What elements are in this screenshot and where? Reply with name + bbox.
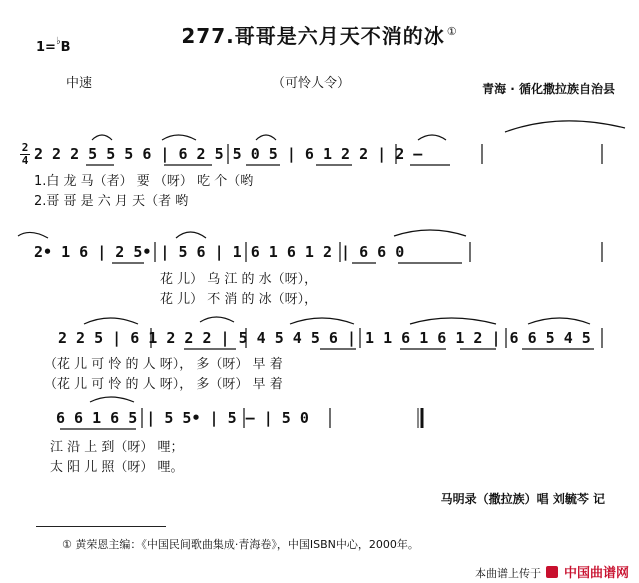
key-prefix: 1= xyxy=(36,40,56,55)
upload-notice xyxy=(475,562,629,581)
score-row-1-lyric-2: 2.哥 哥 是 六 月 天（者 哟 xyxy=(34,194,189,209)
performer-credit: 马明录（撒拉族）唱 刘毓芩 记 xyxy=(440,492,605,506)
site-brand-link[interactable]: 中国曲谱网 xyxy=(563,566,629,581)
region-label: 青海 · 循化撒拉族自治县 xyxy=(482,82,615,96)
score-row-1-notes: 2 2 2 5 5 5 6 | 6 2 5 5 0 5 | 6 1 2 2 | 2 — xyxy=(34,145,423,163)
score-row-2-notes: 2• 1 6 | 2 5• | 5 6 | 1 6 1 6 1 2 | 6 6 0 xyxy=(34,243,405,261)
score-row-4-lyric-1: 江 沿 上 到（呀） 哩； xyxy=(50,440,184,455)
tune-subtitle: （可怜人令） xyxy=(272,76,351,91)
score-row-2-lyric-2: 花 儿） 不 消 的 冰（呀）， xyxy=(160,292,318,307)
time-signature-bottom: 4 xyxy=(21,154,29,167)
score-row-4-lyric-2: 太 阳 儿 照（呀） 哩。 xyxy=(50,460,184,475)
flat-icon: ♭ xyxy=(55,36,61,47)
score-row-1-lyric-1: 1.白 龙 马（者） 要 （呀） 吃 个（哟 xyxy=(34,174,254,189)
score-row-3-lyric-1: （花 儿 可 怜 的 人 呀）， 多（呀） 早 着 xyxy=(44,357,283,372)
footnote-divider xyxy=(36,526,166,527)
time-signature xyxy=(20,143,30,166)
score-row-4-notes: 6 6 1 6 5 | 5 5• | 5 — | 5 0 xyxy=(56,409,309,427)
song-title-text: 277.哥哥是六月天不消的冰 xyxy=(181,24,445,48)
upload-prefix: 本曲谱上传于 xyxy=(474,567,541,580)
key-note: B xyxy=(60,40,71,55)
time-signature-top: 2 xyxy=(21,141,29,154)
score-row-2-lyric-1: 花 儿） 乌 江 的 水（呀）， xyxy=(160,272,318,287)
score-row-3-lyric-2: （花 儿 可 怜 的 人 呀）， 多（呀） 早 着 xyxy=(44,377,283,392)
tempo-marking: 中速 xyxy=(66,76,93,91)
title-footnote-mark: ① xyxy=(446,25,458,39)
footnote-text: ① 黄荣恩主编：《中国民间歌曲集成·青海卷》，中国ISBN中心，2000年。 xyxy=(62,538,419,551)
score-row-3-notes: 2 2 5 | 6 1 2 2 2 | 5 4 5 4 5 6 | 1 1 6 1 6 1 2 | 6 6 5 4 5 xyxy=(58,329,591,347)
site-logo-icon xyxy=(546,566,558,578)
